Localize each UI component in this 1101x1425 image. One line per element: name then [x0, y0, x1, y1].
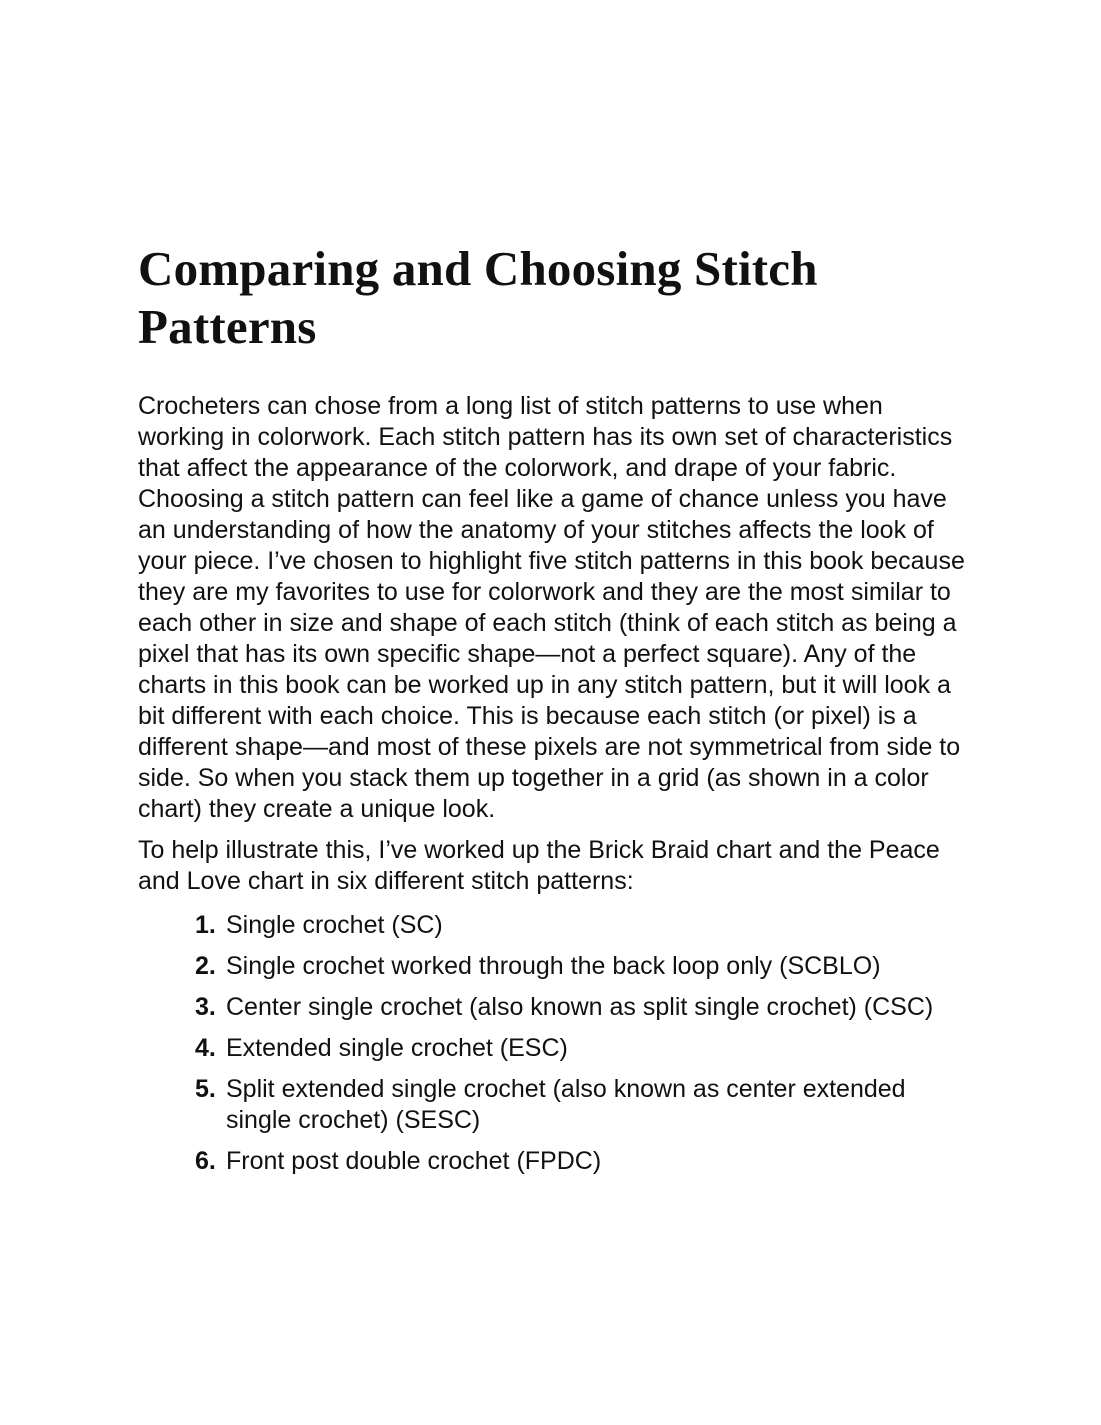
list-item-number: 5.	[195, 1075, 216, 1103]
list-item-text: Center single crochet (also known as split single crochet) (CSC)	[226, 993, 934, 1021]
body-paragraph-illustrate: To help illustrate this, I’ve worked up the Brick Braid chart and the Peace and Love chart in six different stitch patterns:	[138, 836, 940, 895]
list-item-number: 1.	[195, 911, 216, 939]
list-item	[195, 951, 968, 982]
list-item-text: Front post double crochet (FPDC)	[226, 1147, 602, 1175]
list-item-text: Extended single crochet (ESC)	[226, 1034, 568, 1062]
list-item-number: 2.	[195, 952, 216, 980]
list-item-text: Split extended single crochet (also known as center extended single crochet) (SESC)	[226, 1075, 906, 1134]
list-item-number: 4.	[195, 1034, 216, 1062]
document-page	[138, 240, 968, 1187]
list-item	[195, 1146, 968, 1177]
list-item-text: Single crochet (SC)	[226, 911, 443, 939]
list-item-number: 6.	[195, 1147, 216, 1175]
stitch-pattern-list	[138, 910, 968, 1177]
list-item	[195, 1033, 968, 1064]
list-item	[195, 992, 968, 1023]
page-title: Comparing and Choosing Stitch Patterns	[138, 241, 818, 354]
list-item	[195, 910, 968, 941]
list-item	[195, 1074, 968, 1136]
list-item-number: 3.	[195, 993, 216, 1021]
body-paragraph-intro: Crocheters can chose from a long list of stitch patterns to use when working in colorwork. Each stitch pattern has its own set of characteristics that affect the appearance of the colorwork, and drape of your fabric. Choosing a stitch pattern can feel like a game of chance unless you have an understanding of how the anatomy of your stitches affects the look of your piece. I’ve chosen to highlight five stitch patterns in this book because they are my favorites to use for colorwork and they are the most similar to each other in size and shape of each stitch (think of each stitch as being a pixel that has its own specific shape—not a perfect square). Any of the charts in this book can be worked up in any stitch pattern, but it will look a bit different with each choice. This is because each stitch (or pixel) is a different shape—and most of these pixels are not symmetrical from side to side. So when you stack them up together in a grid (as shown in a color chart) they create a unique look.	[138, 392, 965, 823]
list-item-text: Single crochet worked through the back loop only (SCBLO)	[226, 952, 881, 980]
